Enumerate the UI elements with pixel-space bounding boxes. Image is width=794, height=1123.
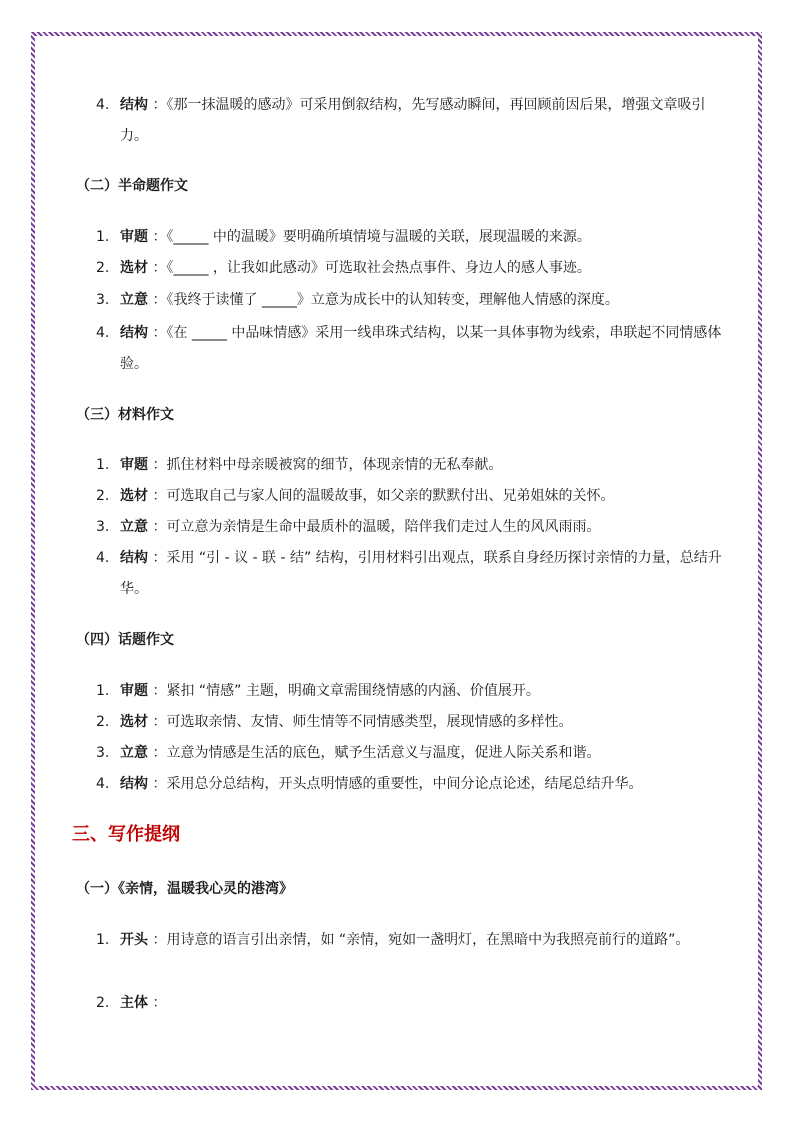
list-item: 3. 立意 ：可立意为亲情是生命中最质朴的温暖，陪伴我们走过人生的风风雨雨。 [96,519,601,535]
item-label: 结构 [120,97,148,113]
list-item: 2. 选材 ：可选取亲情、友情、师生情等不同情感类型，展现情感的多样性。 [96,714,573,730]
list-item: 3. 立意 ：《我终于读懂了 _____》立意为成长中的认知转变，理解他人情感的深度。 [96,292,619,308]
item-number: 4. [96,97,110,113]
item-text: 《那一抹温暖的感动》可采用倒叙结构，先写感动瞬间，再回顾前因后果，增强文章吸引力。 [120,97,706,144]
list-item: 2. 主体 ： [96,995,167,1011]
subheading-outline: （一）《亲情，温暖我心灵的港湾》 [76,881,293,897]
subheading-half-title: （二）半命题作文 [76,178,188,194]
list-item: 4. 结构 ：《那一抹温暖的感动》可采用倒叙结构，先写感动瞬间，再回顾前因后果，增强文章吸引力。 [96,90,726,152]
list-item: 2. 选材 ：《_____ ，让我如此感动》可选取社会热点事件、身边人的感人事迹。 [96,260,591,276]
list-item: 4. 结构 ：《在 _____ 中品味情感》采用一线串珠式结构，以某一具体事物为线索，串联起不同情感体验。 [96,325,722,372]
subheading-topic: （四）话题作文 [76,632,174,648]
list-item: 1. 开头 ：用诗意的语言引出亲情，如 “亲情，宛如一盏明灯，在黑暗中为我照亮前行的道路”。 [96,932,690,948]
list-item: 1. 审题 ：抓住材料中母亲暖被窝的细节，体现亲情的无私奉献。 [96,457,503,473]
list-item: 2. 选材 ：可选取自己与家人间的温暖故事，如父亲的默默付出、兄弟姐妹的关怀。 [96,488,615,504]
list-item: 4. 结构 ：采用 “引 - 议 - 联 - 结” 结构，引用材料引出观点，联系自身经历探讨亲情的力量，总结升华。 [96,550,722,597]
list-item: 3. 立意 ：立意为情感是生活的底色，赋予生活意义与温度，促进人际关系和谐。 [96,745,601,761]
subheading-material: （三）材料作文 [76,407,174,423]
section-heading: 三、写作提纲 [72,824,180,845]
list-item: 4. 结构 ：采用总分总结构，开头点明情感的重要性，中间分论点论述，结尾总结升华。 [96,776,643,792]
list-item: 1. 审题 ：《_____ 中的温暖》要明确所填情境与温暖的关联，展现温暖的来源。 [96,229,591,245]
list-item: 1. 审题 ：紧扣 “情感” 主题，明确文章需围绕情感的内涵、价值展开。 [96,683,540,699]
